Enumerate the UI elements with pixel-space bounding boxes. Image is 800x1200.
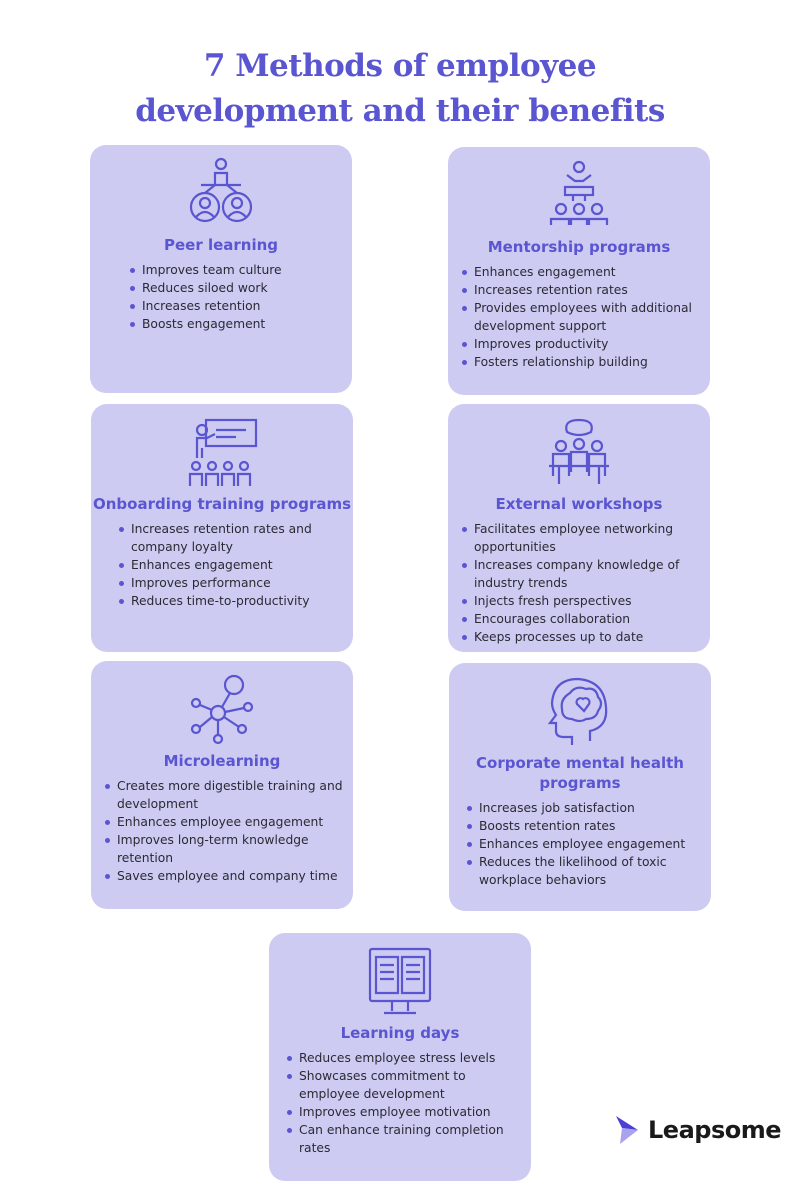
book-screen-icon <box>360 945 440 1017</box>
benefit-item: Increases company knowledge of industry trends <box>462 556 702 592</box>
card-title: Learning days <box>340 1024 460 1042</box>
card-learning-days <box>269 933 531 1181</box>
card-title: External workshops <box>495 495 663 513</box>
card-mentorship-programs <box>448 147 710 395</box>
benefit-item: Injects fresh perspectives <box>462 592 702 610</box>
card-onboarding-training-programs <box>91 404 353 652</box>
benefit-item: Increases retention rates and company loyalty <box>119 520 345 556</box>
benefit-item: Enhances employee engagement <box>467 835 703 853</box>
card-microlearning <box>91 661 353 909</box>
brand-name: Leapsome <box>648 1116 782 1144</box>
card-title: Onboarding training programs <box>92 495 352 513</box>
benefit-item: Improves long-term knowledge retention <box>105 831 345 867</box>
benefit-item: Enhances engagement <box>119 556 345 574</box>
card-title: Mentorship programs <box>487 238 671 256</box>
page-title <box>0 44 800 134</box>
benefit-item: Reduces the likelihood of toxic workplace behaviors <box>467 853 703 889</box>
card-title: Peer learning <box>163 236 279 254</box>
card-title: Microlearning <box>163 752 281 770</box>
benefit-item: Provides employees with additional development support <box>462 299 702 335</box>
benefit-list <box>448 520 710 646</box>
benefit-item: Increases retention rates <box>462 281 702 299</box>
network-icon <box>182 673 262 745</box>
benefit-list <box>449 799 711 889</box>
title-line-2: development and their benefits <box>135 93 665 129</box>
leapsome-logo <box>614 1114 781 1146</box>
peer-learning-icon <box>181 157 261 229</box>
benefit-item: Reduces employee stress levels <box>287 1049 523 1067</box>
benefit-item: Increases job satisfaction <box>467 799 703 817</box>
benefit-item: Reduces time-to-productivity <box>119 592 345 610</box>
benefit-item: Encourages collaboration <box>462 610 702 628</box>
card-corporate-mental-health-programs <box>449 663 711 911</box>
benefit-item: Enhances engagement <box>462 263 702 281</box>
benefit-list <box>269 1049 531 1157</box>
presentation-icon <box>182 416 262 488</box>
benefit-item: Improves productivity <box>462 335 702 353</box>
benefit-item: Improves team culture <box>130 261 344 279</box>
card-external-workshops <box>448 404 710 652</box>
benefit-item: Keeps processes up to date <box>462 628 702 646</box>
benefit-item: Showcases commitment to employee development <box>287 1067 523 1103</box>
benefit-list <box>90 261 352 333</box>
card-peer-learning <box>90 145 352 393</box>
benefit-item: Enhances employee engagement <box>105 813 345 831</box>
benefit-list <box>91 777 353 885</box>
title-line-1: 7 Methods of employee <box>203 48 597 84</box>
card-title: Corporate mental health programs <box>476 754 684 792</box>
benefit-list <box>91 520 353 610</box>
benefit-item: Reduces siloed work <box>130 279 344 297</box>
benefit-item: Increases retention <box>130 297 344 315</box>
benefit-item: Facilitates employee networking opportunities <box>462 520 702 556</box>
mental-health-icon <box>540 675 620 747</box>
benefit-list <box>448 263 710 371</box>
benefit-item: Can enhance training completion rates <box>287 1121 523 1157</box>
benefit-item: Boosts retention rates <box>467 817 703 835</box>
benefit-item: Creates more digestible training and development <box>105 777 345 813</box>
benefit-item: Improves performance <box>119 574 345 592</box>
bird-logo-icon <box>614 1114 644 1146</box>
mentor-icon <box>539 159 619 231</box>
benefit-item: Saves employee and company time <box>105 867 345 885</box>
benefit-item: Fosters relationship building <box>462 353 702 371</box>
workshop-icon <box>539 416 619 488</box>
benefit-item: Boosts engagement <box>130 315 344 333</box>
benefit-item: Improves employee motivation <box>287 1103 523 1121</box>
